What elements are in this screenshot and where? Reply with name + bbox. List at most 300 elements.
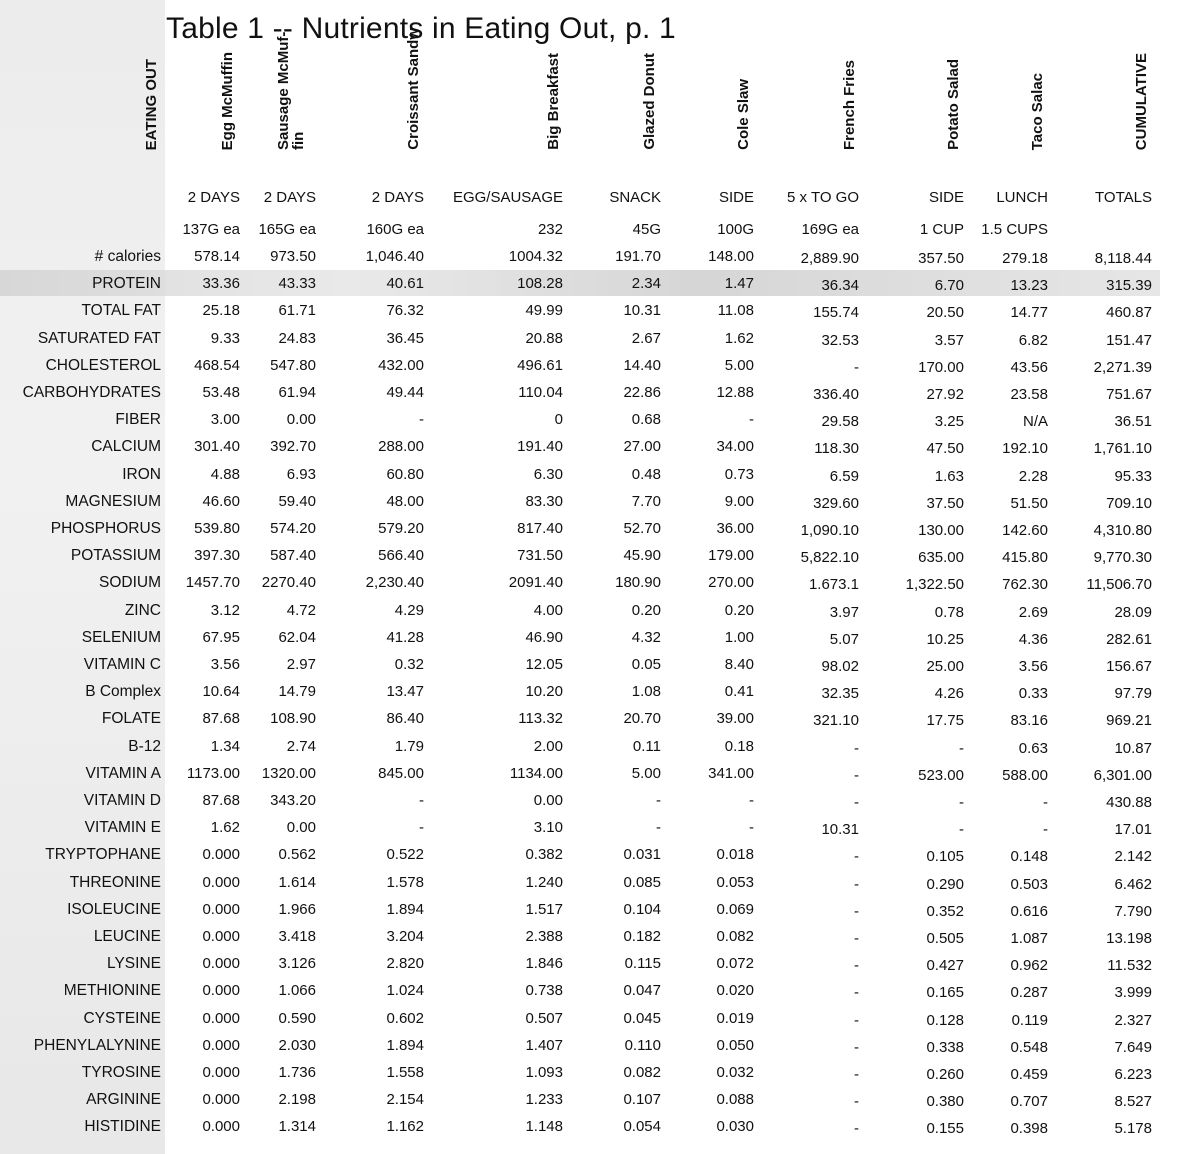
column-header: Potato Salad [945, 59, 962, 150]
table-cell: 0.110 [624, 1036, 661, 1054]
table-cell: - [854, 794, 859, 811]
table-cell: 29.58 [821, 413, 859, 431]
table-cell: 1.066 [278, 982, 316, 1000]
table-cell: 1.08 [631, 683, 661, 701]
table-cell: 46.90 [525, 628, 563, 646]
table-cell: 6.462 [1114, 875, 1152, 893]
table-cell: 0.000 [202, 1118, 240, 1136]
table-cell: 5.00 [724, 356, 754, 374]
column-unit: 160G ea [366, 221, 424, 238]
table-cell: - [854, 358, 859, 376]
row-label: TYROSINE [81, 1064, 161, 1081]
column-quantity: TOTALS [1095, 189, 1152, 206]
row-label: CARBOHYDRATES [22, 384, 161, 401]
table-cell: 1,090.10 [800, 522, 859, 539]
table-cell: 3.56 [1018, 658, 1048, 675]
table-cell: 2.154 [386, 1091, 424, 1109]
table-cell: 336.40 [813, 386, 859, 403]
table-cell: 34.00 [716, 438, 754, 456]
table-cell: 0.590 [278, 1009, 316, 1027]
table-cell: 1.966 [278, 900, 316, 918]
table-cell: 547.80 [270, 356, 316, 374]
row-label: HISTIDINE [84, 1118, 161, 1136]
table-cell: 3.25 [934, 413, 964, 431]
table-cell: 148.00 [708, 248, 754, 265]
row-label: SODIUM [99, 574, 161, 592]
table-cell: 191.40 [517, 438, 563, 456]
table-cell: 0.069 [716, 900, 754, 918]
table-cell: 6.70 [934, 277, 964, 295]
table-cell: 0.32 [394, 656, 424, 673]
table-cell: 10.20 [525, 683, 563, 701]
table-cell: 3.10 [533, 819, 563, 837]
table-cell: 59.40 [278, 492, 316, 510]
table-cell: 118.30 [814, 440, 859, 458]
table-cell: 468.54 [194, 356, 240, 374]
table-cell: 23.58 [1010, 386, 1048, 403]
column-quantity: SIDE [928, 189, 964, 206]
table-cell: 67.95 [202, 628, 240, 646]
page-title: Table 1 -- Nutrients in Eating Out, p. 1 [166, 12, 676, 45]
table-cell: 13.198 [1106, 930, 1152, 947]
table-cell: 0.287 [1010, 984, 1048, 1002]
table-cell: 0.115 [624, 955, 661, 973]
row-label: POTASSIUM [70, 547, 161, 565]
table-cell: 192.10 [1002, 440, 1048, 458]
table-cell: 0.000 [202, 928, 240, 945]
table-cell: 392.70 [270, 438, 316, 456]
table-cell: - [419, 411, 424, 429]
table-cell: 0.032 [716, 1064, 754, 1081]
table-cell: 4.36 [1018, 630, 1048, 648]
table-cell: 0.107 [623, 1091, 661, 1109]
table-cell: 0.00 [533, 792, 563, 809]
table-cell: 1.894 [386, 900, 424, 918]
column-unit: 232 [537, 221, 563, 238]
column-unit: 137G ea [182, 221, 240, 238]
table-cell: 0.505 [926, 930, 964, 947]
table-cell: 343.20 [270, 792, 316, 809]
table-cell: 2.030 [278, 1036, 316, 1054]
table-cell: 1.62 [724, 329, 754, 347]
table-cell: 27.92 [926, 386, 964, 403]
table-cell: 20.50 [926, 304, 964, 322]
table-cell: 1.846 [525, 955, 563, 973]
table-cell: 7.649 [1114, 1038, 1152, 1056]
table-cell: 32.35 [821, 685, 859, 703]
table-cell: 0.082 [716, 928, 754, 945]
table-cell: 0.000 [202, 955, 240, 973]
table-cell: 83.30 [525, 492, 563, 510]
table-cell: 87.68 [202, 792, 240, 809]
table-cell: - [1043, 794, 1048, 811]
table-cell: 0.000 [202, 982, 240, 1000]
column-quantity: 2 DAYS [187, 189, 240, 206]
table-cell: 1,046.40 [365, 248, 424, 265]
table-cell: 0.045 [623, 1009, 661, 1027]
table-cell: 76.32 [386, 302, 424, 320]
table-cell: 4.88 [210, 465, 240, 483]
table-cell: - [854, 930, 859, 947]
table-cell: 0.050 [716, 1036, 754, 1054]
column-header: French Fries [841, 59, 858, 150]
table-cell: 17.01 [1114, 821, 1152, 839]
table-cell: 1.736 [278, 1064, 316, 1081]
table-cell: - [854, 766, 859, 784]
table-cell: 1.62 [210, 819, 240, 837]
table-cell: 6.223 [1114, 1066, 1152, 1083]
table-cell: 14.40 [623, 356, 661, 374]
table-cell: 0.63 [1018, 739, 1048, 757]
table-cell: 0.128 [926, 1011, 964, 1029]
table-cell: - [419, 792, 424, 809]
table-cell: 179.00 [708, 547, 754, 565]
table-cell: 315.39 [1106, 277, 1152, 295]
table-cell: 1.087 [1010, 930, 1048, 947]
table-cell: 1320.00 [261, 764, 316, 782]
table-cell: 3.418 [278, 928, 316, 945]
table-cell: 321.10 [813, 712, 859, 730]
column-unit: 45G [632, 221, 661, 238]
column-quantity: EGG/SAUSAGE [452, 189, 563, 206]
row-label: TOTAL FAT [81, 302, 161, 320]
table-cell: 4.26 [934, 685, 964, 703]
column-quantity: 5 x TO GO [787, 189, 859, 206]
table-cell: 709.10 [1106, 494, 1152, 512]
table-cell: 0.707 [1010, 1093, 1048, 1111]
table-cell: 0.072 [716, 955, 754, 973]
table-cell: - [854, 984, 859, 1002]
table-cell: 36.00 [716, 520, 754, 537]
table-cell: 2.74 [286, 737, 316, 755]
table-cell: 0.119 [1011, 1011, 1048, 1029]
table-cell: 0.616 [1010, 902, 1048, 920]
table-cell: 0.05 [631, 656, 661, 673]
table-cell: 5.07 [829, 630, 859, 648]
table-cell: - [854, 957, 859, 975]
table-cell: 1.47 [724, 275, 754, 293]
column-quantity: SIDE [718, 189, 754, 206]
table-cell: 2270.40 [261, 574, 316, 592]
table-cell: 1457.70 [185, 574, 240, 592]
table-cell: 0.054 [623, 1118, 661, 1136]
column-header: Big Breakfast [545, 53, 562, 150]
table-cell: 60.80 [386, 465, 424, 483]
table-cell: 46.60 [202, 492, 240, 510]
table-cell: 10.87 [1114, 739, 1152, 757]
table-cell: 10.25 [926, 630, 964, 648]
table-cell: 0.260 [926, 1066, 964, 1083]
table-cell: 12.05 [525, 656, 563, 673]
table-cell: 2.327 [1114, 1011, 1152, 1029]
row-label: ARGININE [86, 1091, 161, 1109]
table-cell: 0.088 [716, 1091, 754, 1109]
table-cell: 2.820 [386, 955, 424, 973]
table-cell: 0.047 [623, 982, 661, 1000]
table-cell: 110.04 [518, 384, 563, 401]
row-label: FOLATE [101, 710, 161, 728]
table-cell: 1.00 [724, 628, 754, 646]
table-cell: 4.29 [394, 601, 424, 619]
table-cell: 0.20 [631, 601, 661, 619]
row-label: MAGNESIUM [65, 492, 161, 510]
table-cell: 10.31 [821, 821, 859, 839]
table-cell: 151.47 [1106, 331, 1152, 349]
table-cell: 11.08 [717, 302, 754, 320]
table-cell: 24.83 [278, 329, 316, 347]
table-cell: 9,770.30 [1093, 549, 1152, 567]
table-cell: 817.40 [517, 520, 563, 537]
table-cell: 587.40 [270, 547, 316, 565]
table-cell: 0.503 [1010, 875, 1048, 893]
row-label: # calories [94, 248, 161, 265]
table-cell: 10.31 [623, 302, 661, 320]
table-cell: 1.314 [278, 1118, 316, 1136]
table-cell: 1.093 [525, 1064, 563, 1081]
table-cell: 0.019 [716, 1009, 754, 1027]
table-cell: 1173.00 [186, 764, 240, 782]
table-cell: 0.33 [1018, 685, 1048, 703]
column-header: Cole Slaw [735, 79, 752, 150]
table-cell: 9.00 [724, 492, 754, 510]
table-cell: 6.93 [286, 465, 316, 483]
table-cell: 579.20 [378, 520, 424, 537]
table-cell: 22.86 [623, 384, 661, 401]
table-cell: 0.155 [926, 1120, 964, 1138]
table-cell: 2.198 [278, 1091, 316, 1109]
column-header: Taco Salac [1029, 72, 1046, 150]
table-cell: 0.165 [926, 984, 964, 1002]
table-cell: 0.20 [724, 601, 754, 619]
table-cell: 53.48 [202, 384, 240, 401]
table-cell: 130.00 [918, 522, 964, 539]
table-cell: 1.673.1 [808, 576, 859, 594]
table-cell: - [854, 848, 859, 866]
table-cell: 62.04 [278, 628, 316, 646]
row-label: LEUCINE [93, 928, 161, 945]
table-cell: N/A [1022, 413, 1048, 431]
table-cell: 180.90 [615, 574, 661, 592]
table-cell: 588.00 [1002, 766, 1048, 784]
table-cell: 4.00 [533, 601, 563, 619]
row-label: VITAMIN D [83, 792, 161, 809]
table-cell: 0.398 [1010, 1120, 1048, 1138]
table-cell: 0.41 [724, 683, 754, 701]
table-cell: 8.527 [1114, 1093, 1152, 1111]
table-cell: 574.20 [270, 520, 316, 537]
table-cell: 7.790 [1114, 902, 1152, 920]
row-label: VITAMIN E [84, 819, 161, 837]
table-cell: - [656, 819, 661, 837]
table-cell: 14.77 [1010, 304, 1048, 322]
table-cell: 0.148 [1010, 848, 1048, 866]
table-cell: 460.87 [1106, 304, 1152, 322]
table-cell: 51.50 [1010, 494, 1048, 512]
table-cell: - [854, 875, 859, 893]
table-cell: 2,230.40 [365, 574, 424, 592]
table-cell: 0.053 [716, 873, 754, 891]
table-cell: 6,301.00 [1093, 766, 1152, 784]
table-cell: 2.142 [1114, 848, 1152, 866]
table-cell: 0.085 [623, 873, 661, 891]
row-label: ZINC [124, 601, 161, 619]
row-label: VITAMIN A [85, 764, 161, 782]
table-cell: 0.602 [386, 1009, 424, 1027]
column-unit: 1 CUP [919, 221, 964, 238]
table-cell: 2.00 [533, 737, 563, 755]
table-cell: 97.79 [1114, 685, 1152, 703]
row-label: METHIONINE [63, 982, 161, 1000]
table-cell: 1.614 [278, 873, 316, 891]
table-cell: 49.99 [525, 302, 563, 320]
table-cell: 279.18 [1002, 250, 1048, 267]
table-cell: 0.290 [926, 875, 964, 893]
table-cell: 3.12 [210, 601, 240, 619]
table-cell: 11,506.70 [1086, 576, 1152, 594]
column-unit: 165G ea [258, 221, 316, 238]
table-cell: 5.178 [1114, 1120, 1152, 1138]
column-header: Croissant Sandw [405, 28, 422, 150]
table-cell: 432.00 [378, 356, 424, 374]
column-header: Sausage McMuf-fin [275, 31, 307, 150]
table-cell: 0.00 [286, 819, 316, 837]
row-label: B Complex [85, 683, 161, 701]
table-cell: 113.32 [518, 710, 563, 728]
table-cell: 9.33 [210, 329, 240, 347]
table-cell: 12.88 [716, 384, 754, 401]
table-cell: 282.61 [1106, 630, 1152, 648]
table-cell: 0.000 [202, 1036, 240, 1054]
table-cell: 28.09 [1114, 603, 1152, 621]
table-cell: 20.70 [623, 710, 661, 728]
table-cell: 731.50 [517, 547, 563, 565]
row-label: LYSINE [107, 955, 161, 973]
table-cell: 0.962 [1010, 957, 1048, 975]
table-cell: 2091.40 [508, 574, 563, 592]
table-cell: 3.999 [1114, 984, 1152, 1002]
row-label: IRON [122, 465, 161, 483]
table-cell: 430.88 [1106, 794, 1152, 811]
table-cell: 108.90 [270, 710, 316, 728]
table-cell: 635.00 [918, 549, 964, 567]
table-cell: 2.34 [631, 275, 661, 293]
table-cell: 0.000 [202, 900, 240, 918]
column-unit: 100G [717, 221, 754, 238]
table-cell: 1134.00 [509, 764, 563, 782]
table-cell: 0.548 [1010, 1038, 1048, 1056]
table-cell: 0.000 [202, 1009, 240, 1027]
table-cell: 156.67 [1106, 658, 1152, 675]
table-cell: 170.00 [918, 358, 964, 376]
table-cell: 2.97 [286, 656, 316, 673]
table-cell: 0.78 [934, 603, 964, 621]
table-cell: 191.70 [615, 248, 661, 265]
table-cell: - [749, 819, 754, 837]
table-cell: 523.00 [918, 766, 964, 784]
table-cell: 6.30 [533, 465, 563, 483]
table-cell: 1.79 [394, 737, 424, 755]
table-cell: 95.33 [1114, 467, 1152, 485]
table-cell: 33.36 [202, 275, 240, 293]
column-header: CUMULATIVE [1133, 52, 1150, 150]
table-cell: 6.82 [1018, 331, 1048, 349]
column-unit: 1.5 CUPS [981, 221, 1048, 238]
column-quantity: LUNCH [996, 189, 1048, 206]
table-cell: 0.020 [716, 982, 754, 1000]
table-cell: 0.000 [202, 1091, 240, 1109]
table-cell: - [1043, 821, 1048, 839]
table-cell: 155.74 [813, 304, 859, 322]
table-cell: 0.380 [926, 1093, 964, 1111]
table-cell: 1.148 [525, 1118, 563, 1136]
table-cell: - [854, 1093, 859, 1111]
table-cell: 20.88 [525, 329, 563, 347]
table-cell: 1.894 [386, 1036, 424, 1054]
table-cell: 578.14 [194, 248, 240, 265]
table-cell: 1.024 [386, 982, 424, 1000]
table-cell: 47.50 [926, 440, 964, 458]
table-cell: 2,271.39 [1093, 358, 1152, 376]
table-cell: 3.56 [210, 656, 240, 673]
table-cell: 0.352 [926, 902, 964, 920]
table-cell: 762.30 [1002, 576, 1048, 594]
row-label: PROTEIN [92, 275, 161, 293]
table-cell: 61.71 [278, 302, 316, 320]
table-cell: 37.50 [926, 494, 964, 512]
table-cell: 61.94 [278, 384, 316, 401]
row-label: THREONINE [69, 873, 161, 891]
table-cell: 0.382 [525, 846, 563, 864]
table-cell: - [854, 739, 859, 757]
column-quantity: 2 DAYS [263, 189, 316, 206]
table-cell: - [959, 821, 964, 839]
table-cell: 973.50 [270, 248, 316, 265]
table-cell: 142.60 [1002, 522, 1048, 539]
row-label: CALCIUM [91, 438, 161, 456]
table-cell: 4,310.80 [1093, 522, 1152, 539]
table-cell: 1004.32 [508, 248, 563, 265]
table-cell: 0.018 [716, 846, 754, 864]
table-cell: - [854, 902, 859, 920]
table-cell: 0 [554, 411, 563, 429]
table-cell: 0.48 [631, 465, 661, 483]
table-cell: 288.00 [378, 438, 424, 456]
column-quantity: SNACK [609, 189, 661, 206]
column-unit: 169G ea [801, 221, 859, 238]
table-cell: 3.57 [934, 331, 964, 349]
table-cell: 87.68 [202, 710, 240, 728]
table-cell: - [749, 792, 754, 809]
table-cell: 0.104 [623, 900, 661, 918]
table-cell: 0.182 [623, 928, 661, 945]
table-cell: 8.40 [724, 656, 754, 673]
row-label: SELENIUM [81, 628, 161, 646]
table-cell: 36.51 [1114, 413, 1152, 431]
table-cell: 1,322.50 [905, 576, 964, 594]
table-cell: 98.02 [821, 658, 859, 675]
table-cell: - [854, 1120, 859, 1138]
table-cell: 32.53 [821, 331, 859, 349]
row-label: CYSTEINE [83, 1009, 161, 1027]
table-cell: 5,822.10 [800, 549, 859, 567]
table-cell: 4.32 [631, 628, 661, 646]
column-quantity: 2 DAYS [371, 189, 424, 206]
table-cell: 0.105 [926, 848, 964, 866]
table-cell: 40.61 [386, 275, 424, 293]
table-cell: 25.18 [202, 302, 240, 320]
table-cell: 0.000 [202, 1064, 240, 1081]
row-label: CHOLESTEROL [45, 356, 161, 374]
